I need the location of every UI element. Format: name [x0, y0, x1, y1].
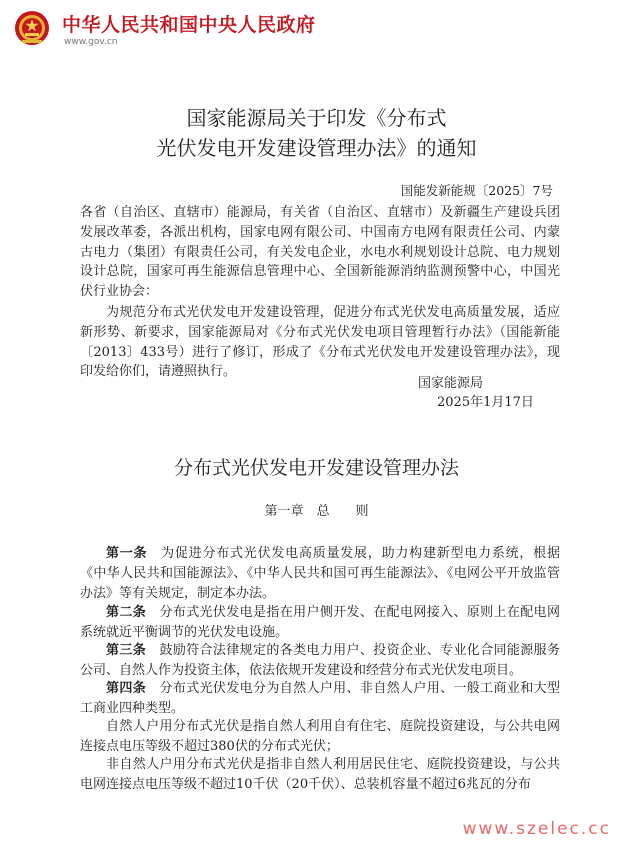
law-title: 分布式光伏发电开发建设管理办法 [173, 457, 459, 479]
article-label: 第三条 [106, 643, 147, 658]
article-text: 鼓励符合法律规定的各类电力用户、投资企业、专业化合同能源服务公司、自然人作为投资主体，依法依规开发建设和经营分布式光伏发电项目。 [80, 643, 560, 678]
article-label: 第一条 [106, 546, 148, 561]
issue-date: 2025年1月17日 [437, 395, 534, 410]
article-2 [80, 603, 560, 643]
notice-body: 为规范分布式光伏发电开发建设管理，促进分布式光伏发电高质量发展，适应新形势、新要求，国家能源局对《分布式光伏发电项目管理暂行办法》（国能新能〔2013〕433号）进行了修订，形成了《分布式光伏发电开发建设管理办法》，现印发给你们，请遵照执行。 [80, 305, 560, 380]
article-text: 分布式光伏发电是指在用户侧开发、在配电网接入、原则上在配电网系统就近平衡调节的光伏发电设施。 [80, 605, 560, 640]
article-text: 分布式光伏发电分为自然人户用、非自然人户用、一般工商业和大型工商业四种类型。 [80, 681, 560, 716]
para-natural-person: 自然人户用分布式光伏是指自然人利用自有住宅、庭院投资建设，与公共电网连接点电压等级不超过380伏的分布式光伏； [80, 719, 560, 754]
chapter-heading: 第一章 总 则 [264, 504, 369, 519]
article-4 [80, 679, 560, 719]
article-3 [80, 641, 560, 681]
notice-title-line-1: 国家能源局关于印发《分布式 [186, 106, 447, 130]
article-label: 第二条 [106, 605, 147, 620]
site-url[interactable]: www.gov.cn [64, 37, 118, 47]
article-label: 第四条 [106, 681, 147, 696]
national-emblem-icon [14, 10, 50, 46]
article-1 [80, 544, 560, 603]
issuer: 国家能源局 [418, 376, 484, 391]
article-text: 为促进分布式光伏发电高质量发展，助力构建新型电力系统，根据《中华人民共和国能源法》、《中华人民共和国可再生能源法》、《电网公平开放监管办法》等有关规定，制定本办法。 [80, 546, 560, 601]
para-non-natural-person: 非自然人户用分布式光伏是指非自然人利用居民住宅、庭院投资建设，与公共电网连接点电压等级不超过10千伏（20千伏）、总装机容量不超过6兆瓦的分布 [80, 757, 560, 792]
notice-title-line-2: 光伏发电开发建设管理办法》的通知 [156, 136, 477, 160]
site-name[interactable]: 中华人民共和国中央人民政府 [62, 14, 316, 36]
document-number: 国能发新能规〔2025〕7号 [400, 183, 553, 198]
addressees: 各省（自治区、直辖市）能源局，有关省（自治区、直辖市）及新疆生产建设兵团发展改革委，各派出机构，国家电网有限公司、中国南方电网有限责任公司、内蒙古电力（集团）有限责任公司，有关发电企业，水电水利规划设计总院、电力规划设计总院，国家可再生能源信息管理中心、全国新能源消纳监测预警中心，中国光伏行业协会： [80, 205, 560, 300]
watermark: www.szelec.cc [462, 819, 611, 839]
